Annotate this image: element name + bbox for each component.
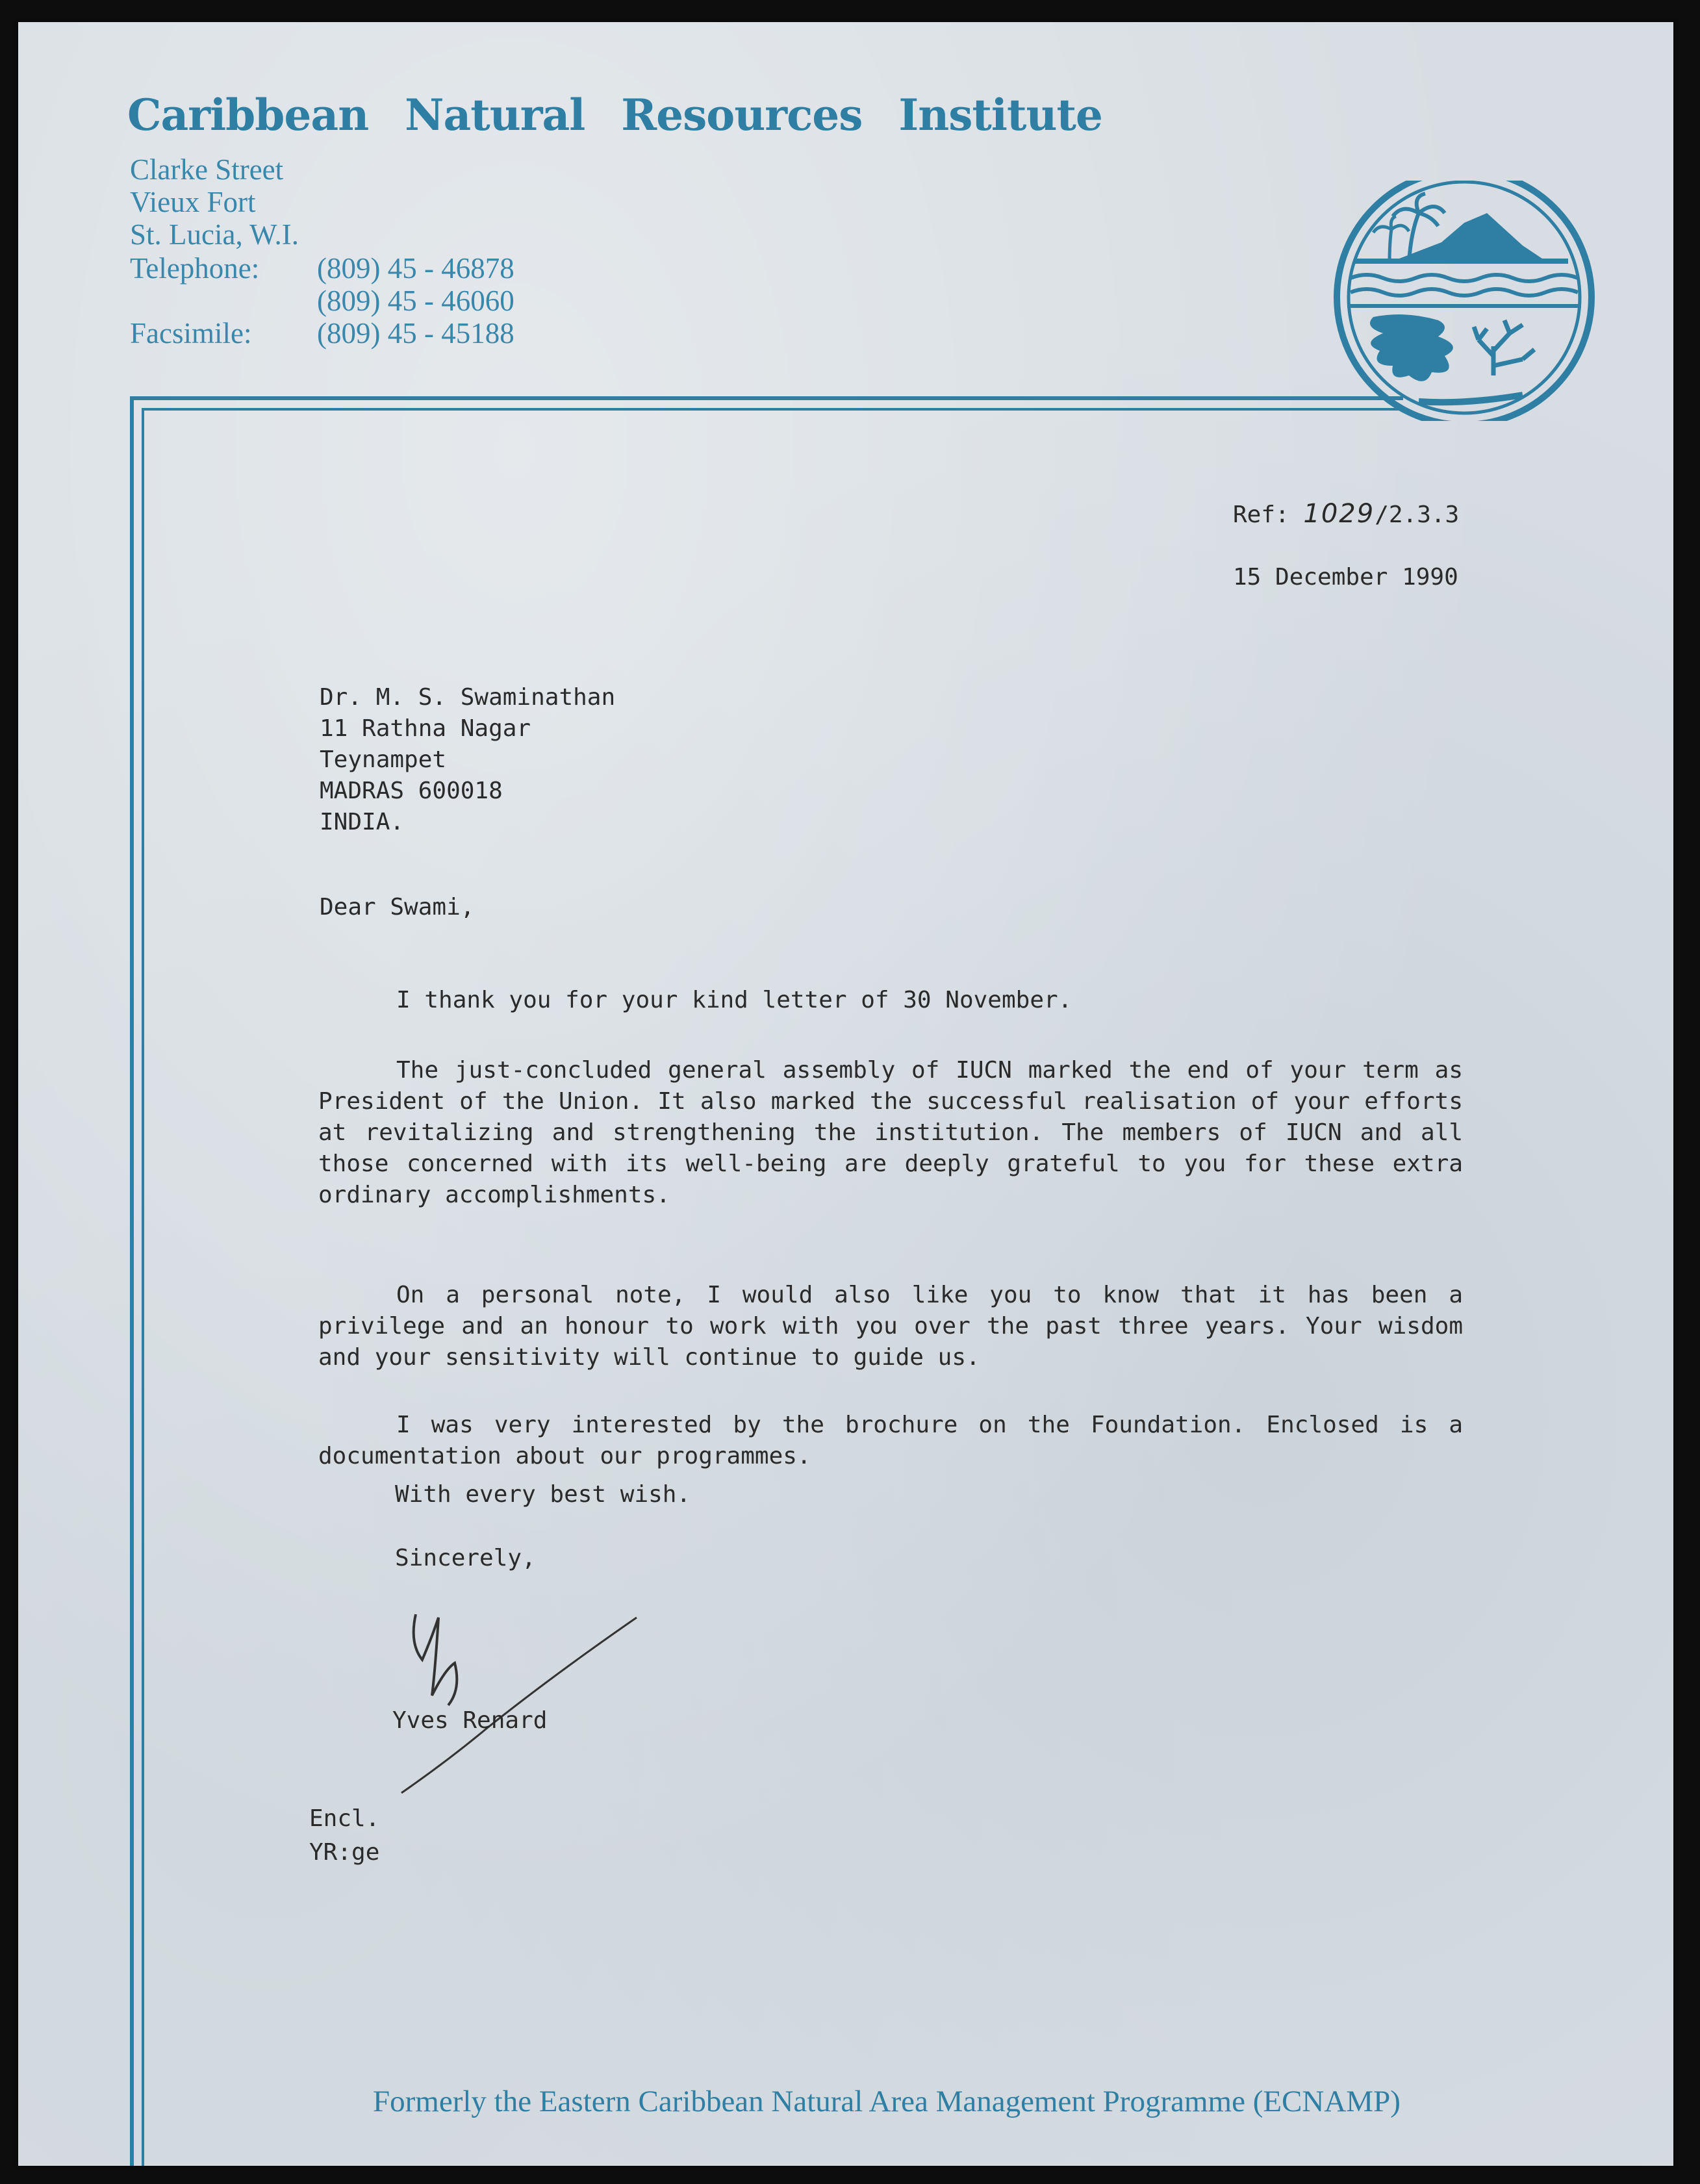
sign-off: Sincerely, xyxy=(395,1545,536,1571)
closing-wish: With every best wish. xyxy=(395,1481,691,1508)
handwritten-reference: 1029 xyxy=(1303,499,1375,529)
recipient-line: Teynampet xyxy=(320,746,447,773)
island-sea-emblem-icon xyxy=(1328,181,1603,421)
reference-label: Ref: xyxy=(1233,502,1289,528)
body-paragraph-3: On a personal note, I would also like you to know that it has been a privilege and an honour to work with you over the past three years. Your wisdom and your sensitivity will continue to guide us. xyxy=(318,1282,1463,1371)
telephone-label: Telephone: xyxy=(130,252,260,285)
reference-code: /2.3.3 xyxy=(1375,502,1460,528)
recipient-line: Dr. M. S. Swaminathan xyxy=(320,684,616,711)
recipient-address xyxy=(320,682,615,838)
letterhead-footer: Formerly the Eastern Caribbean Natural Area Management Programme (ECNAMP) xyxy=(373,2085,1401,2118)
organization-address xyxy=(130,153,299,251)
letterhead-border-top-inner xyxy=(142,408,1403,411)
letterhead-border-left-outer xyxy=(130,396,134,2166)
handwritten-signature xyxy=(390,1598,650,1806)
recipient-line: MADRAS 600018 xyxy=(320,778,503,804)
enclosure-label: Encl. xyxy=(309,1805,380,1832)
signer-name: Yves Renard xyxy=(392,1707,548,1734)
facsimile-number: (809) 45 - 45188 xyxy=(317,317,514,349)
recipient-line: INDIA. xyxy=(320,809,405,835)
letter-date: 15 December 1990 xyxy=(1233,564,1458,590)
body-paragraph-2: The just-concluded general assembly of IUCN marked the end of your term as President of the Union. It also marked the successful realisation of your efforts at revitalizing and strengthening the institution. The members of IUCN and all those concerned with its well-being are deeply grateful to you for these extra ordinary accomplishments. xyxy=(318,1057,1463,1208)
address-line: Clarke Street xyxy=(130,153,284,186)
address-line: St. Lucia, W.I. xyxy=(130,218,299,251)
body-paragraph-1: I thank you for your kind letter of 30 November. xyxy=(396,987,1072,1013)
body-paragraph-4: I was very interested by the brochure on the Foundation. Enclosed is a documentation about our programmes. xyxy=(318,1412,1463,1469)
typist-initials: YR:ge xyxy=(309,1839,380,1866)
reference-number xyxy=(1233,499,1459,529)
telephone-number: (809) 45 - 46878 xyxy=(317,252,514,285)
address-line: Vieux Fort xyxy=(130,186,256,218)
enclosure-notes xyxy=(309,1802,379,1870)
recipient-line: 11 Rathna Nagar xyxy=(320,715,531,742)
telephone-number-2: (809) 45 - 46060 xyxy=(317,285,514,317)
organization-name: Caribbean Natural Resources Institute xyxy=(127,90,1102,140)
letterhead-border-left-inner xyxy=(142,408,144,2166)
letterhead-border-top-outer xyxy=(130,396,1403,400)
facsimile-label: Facsimile: xyxy=(130,317,252,349)
salutation: Dear Swami, xyxy=(320,894,475,921)
